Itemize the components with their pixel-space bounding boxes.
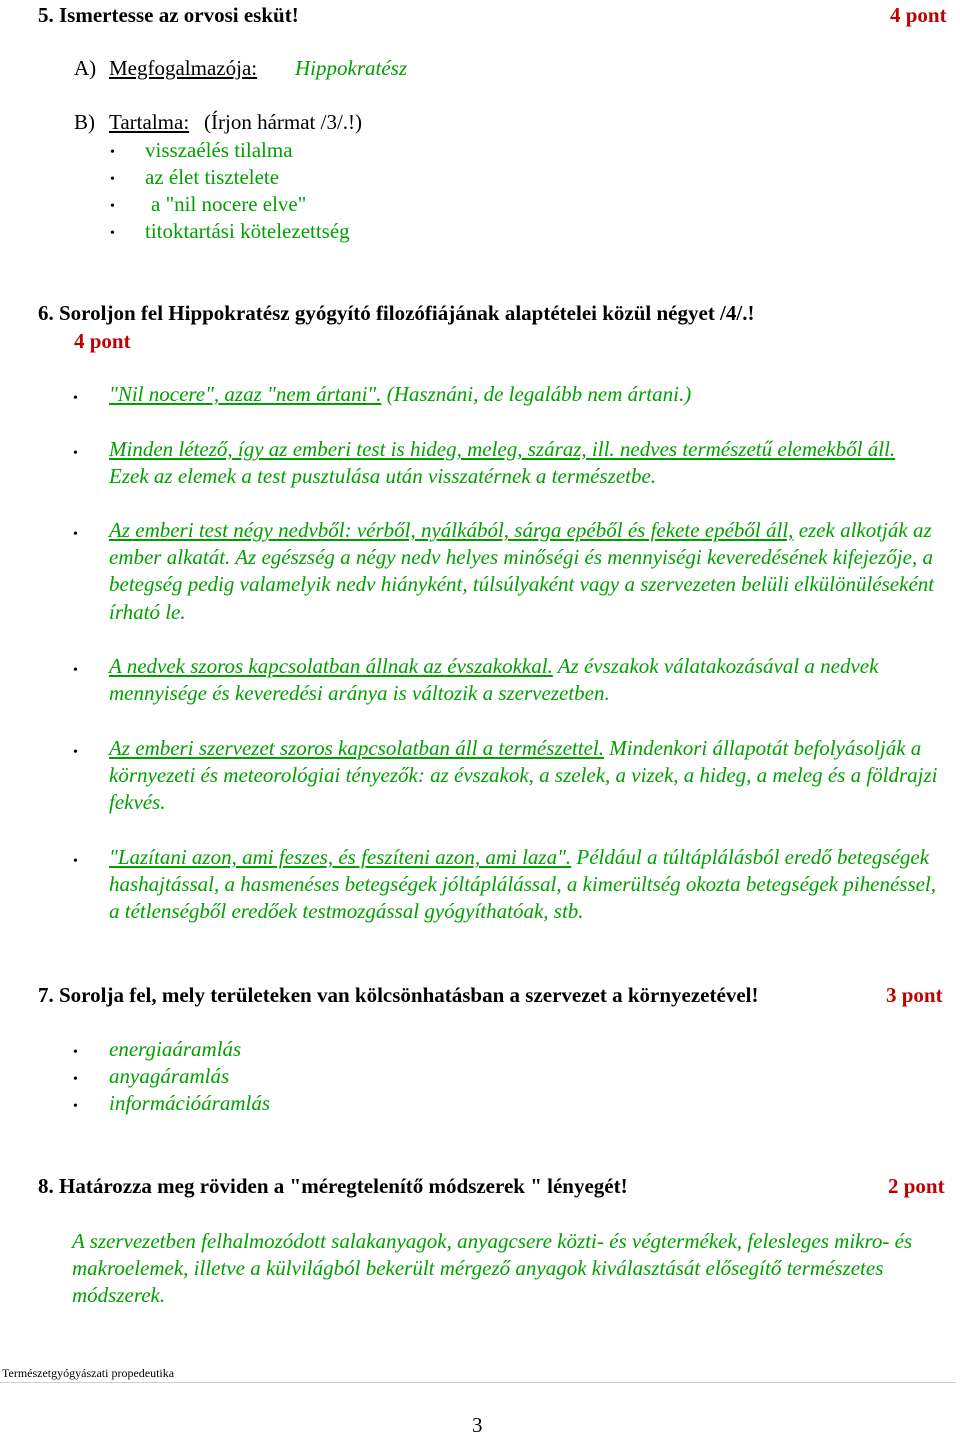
q5-b-field: Tartalma: xyxy=(109,110,190,134)
q6-principle-3: Az emberi test négy nedvből: vérből, nyálkából, sárga epéből és fekete epéből áll, ezek alkotják az ember alkatát. Az egészség a négy nedv helyes minőségi és mennyiségi keveredésének kifejezője, a betegség pedig valamelyik nedv hiányként, túlsúlyaként vagy a szervezeten belüli elkülönüléseként írható le. xyxy=(109,518,935,624)
q5-a-field: Megfogalmazója: xyxy=(109,56,258,80)
q8-answer: A szervezetben felhalmozódott salakanyagok, anyagcsere közti- és végtermékek, felesleges mikro- és makroelemek, illetve a külvilágból bekerült mérgező anyagok kiválasztását elősegítő természetes módszerek. xyxy=(72,1229,913,1308)
q6-principle-6: "Lazítani azon, ami feszes, és feszíteni azon, ami laza". Például a túltáplálásból eredő betegségek hashajtással, a hasmenéses betegségek jóltáplálással, a kimerültség okozta betegségek pihenéssel, a tétlenségből eredőek testmozgással gyógyíthatóak, stb. xyxy=(109,845,937,924)
bullet-icon: • xyxy=(73,854,78,869)
bullet-icon: • xyxy=(110,226,115,241)
q6-principle-1: "Nil nocere", azaz "nem ártani". (Hasznáni, de legalább nem ártani.) xyxy=(109,382,692,406)
q6-principle-2: Minden létező, így az emberi test is hideg, meleg, száraz, ill. nedves természetű elemekből áll. Ezek az elemek a test pusztulása után visszatérnek a természetbe. xyxy=(109,437,896,489)
question-7-title: 7. Sorolja fel, mely területeken van kölcsönhatásban a szervezet a környezetével! xyxy=(38,983,759,1007)
q5-item: a "nil nocere elve" xyxy=(151,192,307,216)
q5-item: titoktartási kötelezettség xyxy=(145,219,350,243)
question-5-points: 4 pont xyxy=(890,3,947,27)
bullet-icon: • xyxy=(73,745,78,760)
bullet-icon: • xyxy=(73,527,78,542)
question-5-title: 5. Ismertesse az orvosi esküt! xyxy=(38,3,299,27)
footer-course: Természetgyógyászati propedeutika xyxy=(2,1366,175,1380)
q5-a-value: Hippokratész xyxy=(295,56,407,80)
q5-item: visszaélés tilalma xyxy=(145,138,293,162)
bullet-icon: • xyxy=(110,172,115,187)
question-6-points: 4 pont xyxy=(74,329,131,353)
bullet-icon: • xyxy=(73,663,78,678)
bullet-icon: • xyxy=(73,1072,78,1087)
bullet-icon: • xyxy=(73,1099,78,1114)
question-7-points: 3 pont xyxy=(886,983,943,1007)
question-8-points: 2 pont xyxy=(888,1174,945,1198)
bullet-icon: • xyxy=(73,1045,78,1060)
bullet-icon: • xyxy=(110,199,115,214)
q5-a-label: A) xyxy=(74,56,97,80)
question-8-title: 8. Határozza meg röviden a "méregtelenítő módszerek " lényegét! xyxy=(38,1174,628,1198)
q6-principle-5: Az emberi szervezet szoros kapcsolatban áll a természettel. Mindenkori állapotát befolyásolják a környezeti és meteorológiai tényezők: az évszakok, a szelek, a vizek, a hideg, a meleg és a földrajzi fekvés. xyxy=(109,736,938,815)
q5-b-label: B) xyxy=(74,110,95,134)
q7-item: anyagáramlás xyxy=(109,1064,230,1088)
page-number: 3 xyxy=(472,1413,483,1437)
bullet-icon: • xyxy=(73,446,78,461)
q7-item: energiaáramlás xyxy=(109,1037,242,1061)
q6-principle-4: A nedvek szoros kapcsolatban állnak az évszakokkal. Az évszakok válatakozásával a nedvek mennyisége és keveredési aránya is változik a szervezetben. xyxy=(109,654,879,706)
question-6-title: 6. Soroljon fel Hippokratész gyógyító filozófiájának alaptételei közül négyet /4/.! xyxy=(38,301,755,325)
bullet-icon: • xyxy=(110,145,115,160)
footer-divider xyxy=(0,1382,956,1383)
q5-b-note: (Írjon hármat /3/.!) xyxy=(204,110,363,134)
bullet-icon: • xyxy=(73,391,78,406)
q5-item: az élet tisztelete xyxy=(145,165,280,189)
q7-item: információáramlás xyxy=(109,1091,271,1115)
